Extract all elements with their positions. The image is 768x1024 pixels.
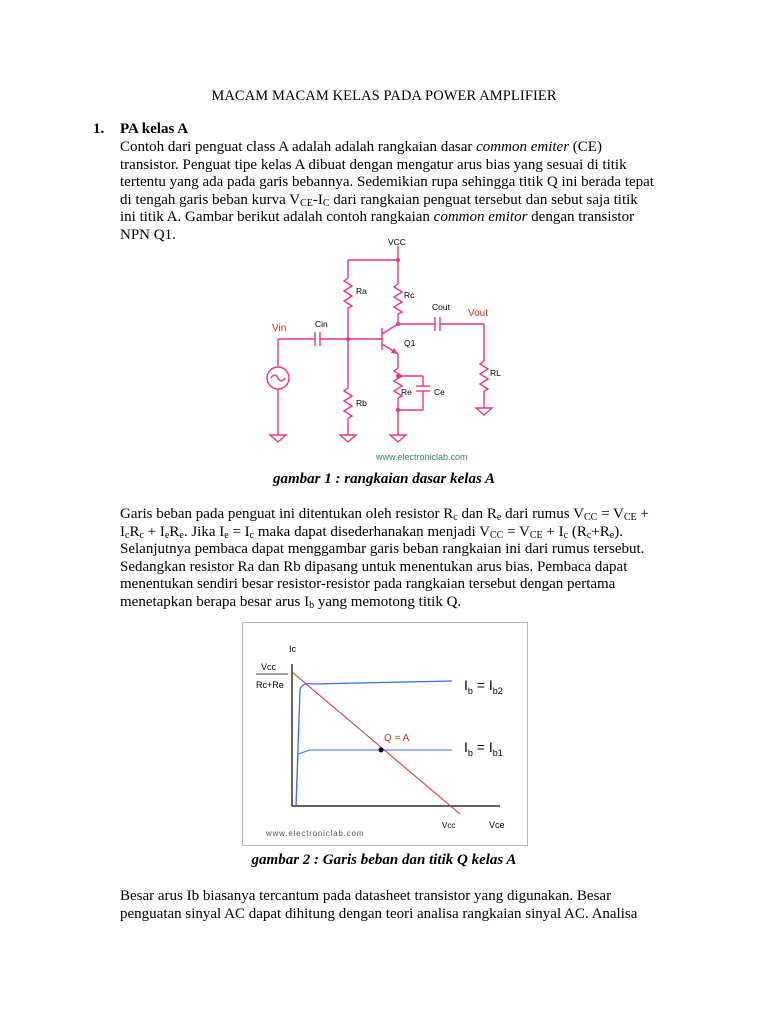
text-line: penguatan sinyal AC dapat dihitung dengan teori analisa rangkaian sinyal AC. Analisa bbox=[120, 905, 638, 922]
y-axis-label: Ic bbox=[289, 644, 297, 654]
vin-label: Vin bbox=[272, 323, 287, 334]
text-line: NPN Q1. bbox=[120, 226, 176, 243]
document-title: MACAM MACAM KELAS PADA POWER AMPLIFIER bbox=[211, 88, 557, 104]
text-line: Selanjutnya pembaca dapat menggambar garis beban rangkaian ini dari rumus tersebut. bbox=[120, 541, 645, 558]
paragraph-load-line bbox=[120, 506, 675, 612]
x-axis-label: Vce bbox=[489, 820, 505, 830]
paragraph-intro bbox=[120, 139, 675, 245]
text-line: transistor. Penguat tipe kelas A dibuat dengan mengatur arus bias yang sesuai di titik bbox=[120, 156, 627, 173]
ib1-label: $I_b = I_{b1}$ bbox=[464, 739, 503, 758]
vcc-label: VCC bbox=[388, 237, 406, 247]
text-line: Sedangkan resistor Ra dan Rb dipasang untuk menentukan arus bias. Pembaca dapat bbox=[120, 558, 628, 575]
q-label: Q = A bbox=[384, 733, 410, 744]
rc-label: Rc bbox=[404, 290, 415, 300]
paragraph-ib bbox=[120, 888, 675, 923]
ib2-label: $I_b = I_{b2}$ bbox=[464, 677, 503, 696]
watermark: www.electroniclab.com bbox=[376, 452, 468, 462]
rc-re-denominator: Rc+Re bbox=[256, 680, 284, 690]
text-line: Contoh dari penguat class A adalah adalah rangkaian dasar common emiter (CE) bbox=[120, 139, 602, 155]
section-heading: PA kelas A bbox=[120, 121, 189, 137]
x-vcc-label: Vcc bbox=[442, 821, 456, 830]
rb-label: Rb bbox=[356, 398, 367, 408]
section-number: 1. bbox=[93, 121, 105, 137]
cin-label: Cin bbox=[315, 319, 328, 329]
q-point bbox=[379, 748, 384, 753]
re-label: Re bbox=[401, 387, 412, 397]
text-line: $I_cR_c + I_eR_e$. Jika $I_e = I_c$ maka dapat disederhanakan menjadi $V_{CC} = V_{CE} + I_c$ $(R_c+R_e)$. bbox=[120, 523, 623, 541]
text-line: di tengah garis beban kurva $V_{CE}-I_C$ dari rangkaian penguat tersebut dan sebut saja titik bbox=[120, 191, 638, 209]
ra-label: Ra bbox=[356, 286, 367, 296]
text-line: menetapkan berapa besar arus $I_b$ yang memotong titik Q. bbox=[120, 593, 462, 611]
vout-label: Vout bbox=[468, 308, 489, 319]
figure1-caption: gambar 1 : rangkaian dasar kelas A bbox=[273, 471, 495, 487]
watermark: www.electroniclab.com bbox=[266, 829, 365, 838]
q1-label: Q1 bbox=[404, 338, 416, 348]
vcc-numerator: Vcc bbox=[261, 662, 277, 672]
text-line: tertentu yang ada pada garis bebannya. Sedemikian rupa sehingga titik Q ini berada tepat bbox=[120, 174, 654, 191]
load-line-graph bbox=[242, 622, 528, 846]
figure2-caption: gambar 2 : Garis beban dan titik Q kelas A bbox=[251, 852, 517, 868]
text-line: Garis beban pada penguat ini ditentukan oleh resistor $R_c$ dan $R_e$ dari rumus $V_{CC} = V_{CE}$ + bbox=[120, 506, 649, 523]
text-line: menentukan sendiri besar resistor-resistor pada rangkaian tersebut dengan pertama bbox=[120, 576, 616, 593]
circuit-diagram bbox=[258, 236, 518, 466]
cout-label: Cout bbox=[432, 302, 450, 312]
ce-label: Ce bbox=[434, 387, 445, 397]
rl-label: RL bbox=[490, 368, 501, 378]
text-line: ini titik A. Gambar berikut adalah contoh rangkaian common emitor dengan transistor bbox=[120, 209, 635, 226]
text-line: Besar arus Ib biasanya tercantum pada datasheet transistor yang digunakan. Besar bbox=[120, 888, 612, 904]
